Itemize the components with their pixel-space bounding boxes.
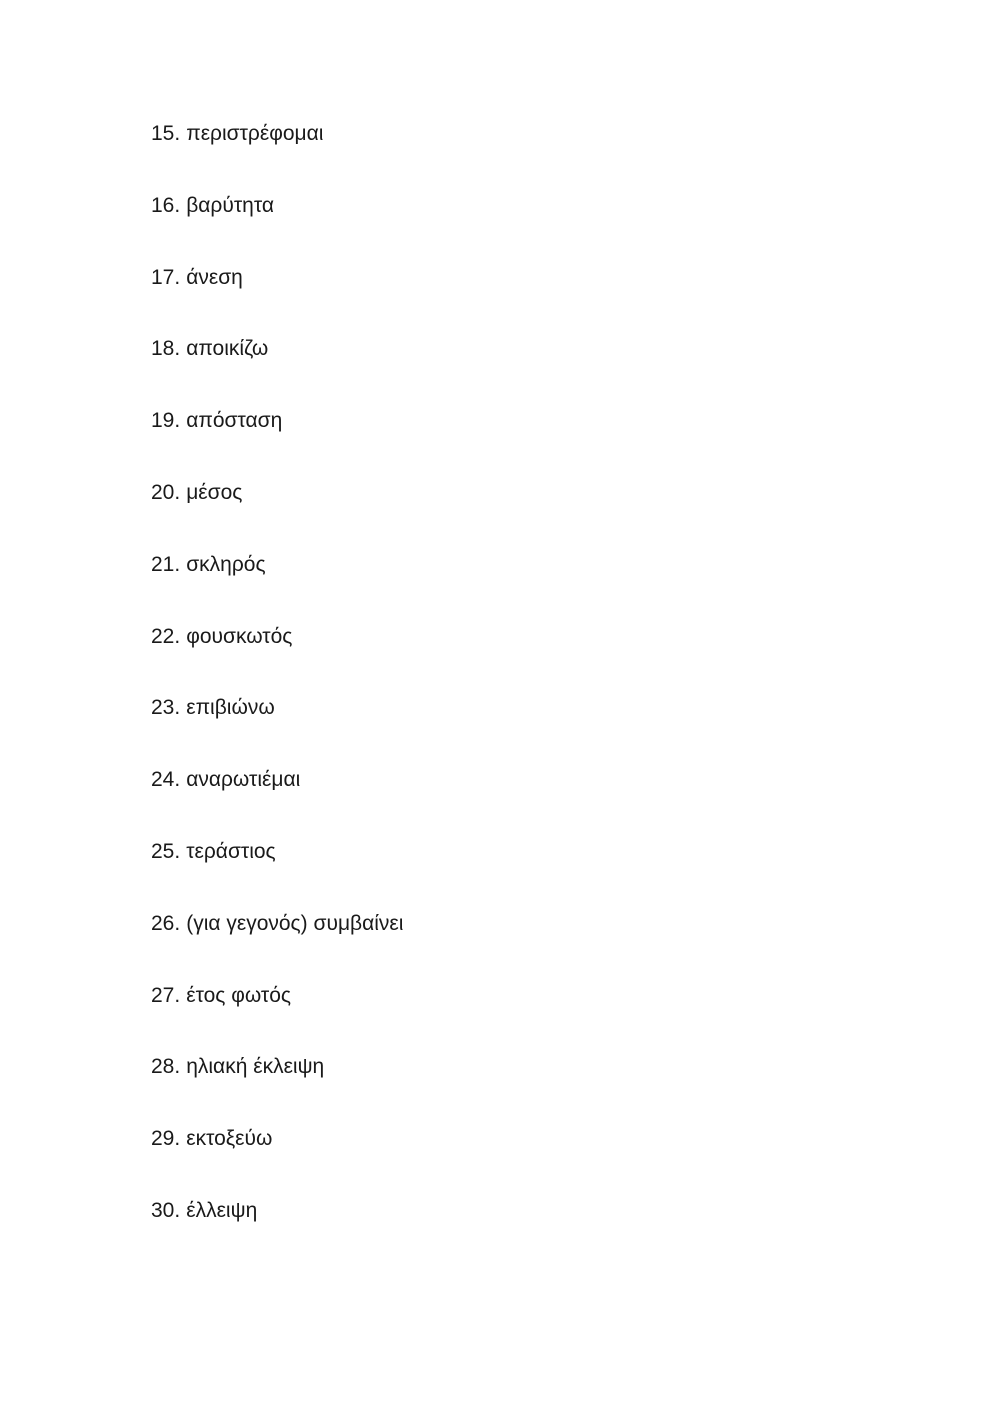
item-number: 27.	[151, 983, 181, 1007]
list-item	[151, 1121, 403, 1193]
list-item	[151, 1049, 403, 1121]
list-item	[151, 331, 403, 403]
item-number: 25.	[151, 839, 181, 863]
item-text: επιβιώνω	[186, 696, 275, 720]
item-number: 23.	[151, 696, 181, 720]
item-text: αποικίζω	[186, 337, 269, 361]
vocabulary-list	[151, 116, 403, 1265]
item-number: 17.	[151, 265, 181, 289]
item-number: 22.	[151, 624, 181, 648]
item-text: άνεση	[186, 265, 243, 289]
item-number: 15.	[151, 122, 181, 145]
item-number: 19.	[151, 409, 181, 433]
item-text: τεράστιος	[186, 839, 276, 863]
item-text: απόσταση	[186, 409, 283, 433]
item-text: αναρωτιέμαι	[186, 768, 301, 792]
item-text: φουσκωτός	[186, 624, 293, 648]
list-item	[151, 403, 403, 475]
item-text: σκληρός	[186, 552, 266, 576]
item-text: έλλειψη	[186, 1198, 258, 1222]
list-item	[151, 475, 403, 547]
item-text: βαρύτητα	[186, 193, 274, 217]
item-text: μέσος	[186, 480, 243, 504]
item-text: έτος φωτός	[186, 983, 292, 1007]
item-number: 21.	[151, 552, 181, 576]
item-number: 30.	[151, 1198, 181, 1222]
item-text: (για γεγονός) συμβαίνει	[186, 911, 404, 935]
list-item	[151, 547, 403, 619]
item-number: 24.	[151, 768, 181, 792]
list-item	[151, 978, 403, 1050]
item-number: 26.	[151, 911, 181, 935]
item-number: 29.	[151, 1127, 181, 1151]
list-item	[151, 690, 403, 762]
item-number: 16.	[151, 193, 181, 217]
list-item	[151, 619, 403, 691]
item-text: περιστρέφομαι	[186, 122, 324, 145]
list-item	[151, 762, 403, 834]
item-number: 28.	[151, 1055, 181, 1079]
list-item	[151, 834, 403, 906]
list-item	[151, 116, 403, 188]
item-text: ηλιακή έκλειψη	[186, 1055, 325, 1079]
item-text: εκτοξεύω	[186, 1127, 273, 1151]
item-number: 18.	[151, 337, 181, 361]
item-number: 20.	[151, 480, 181, 504]
list-item	[151, 1193, 403, 1265]
list-item	[151, 906, 403, 978]
list-item	[151, 260, 403, 332]
list-item	[151, 188, 403, 260]
